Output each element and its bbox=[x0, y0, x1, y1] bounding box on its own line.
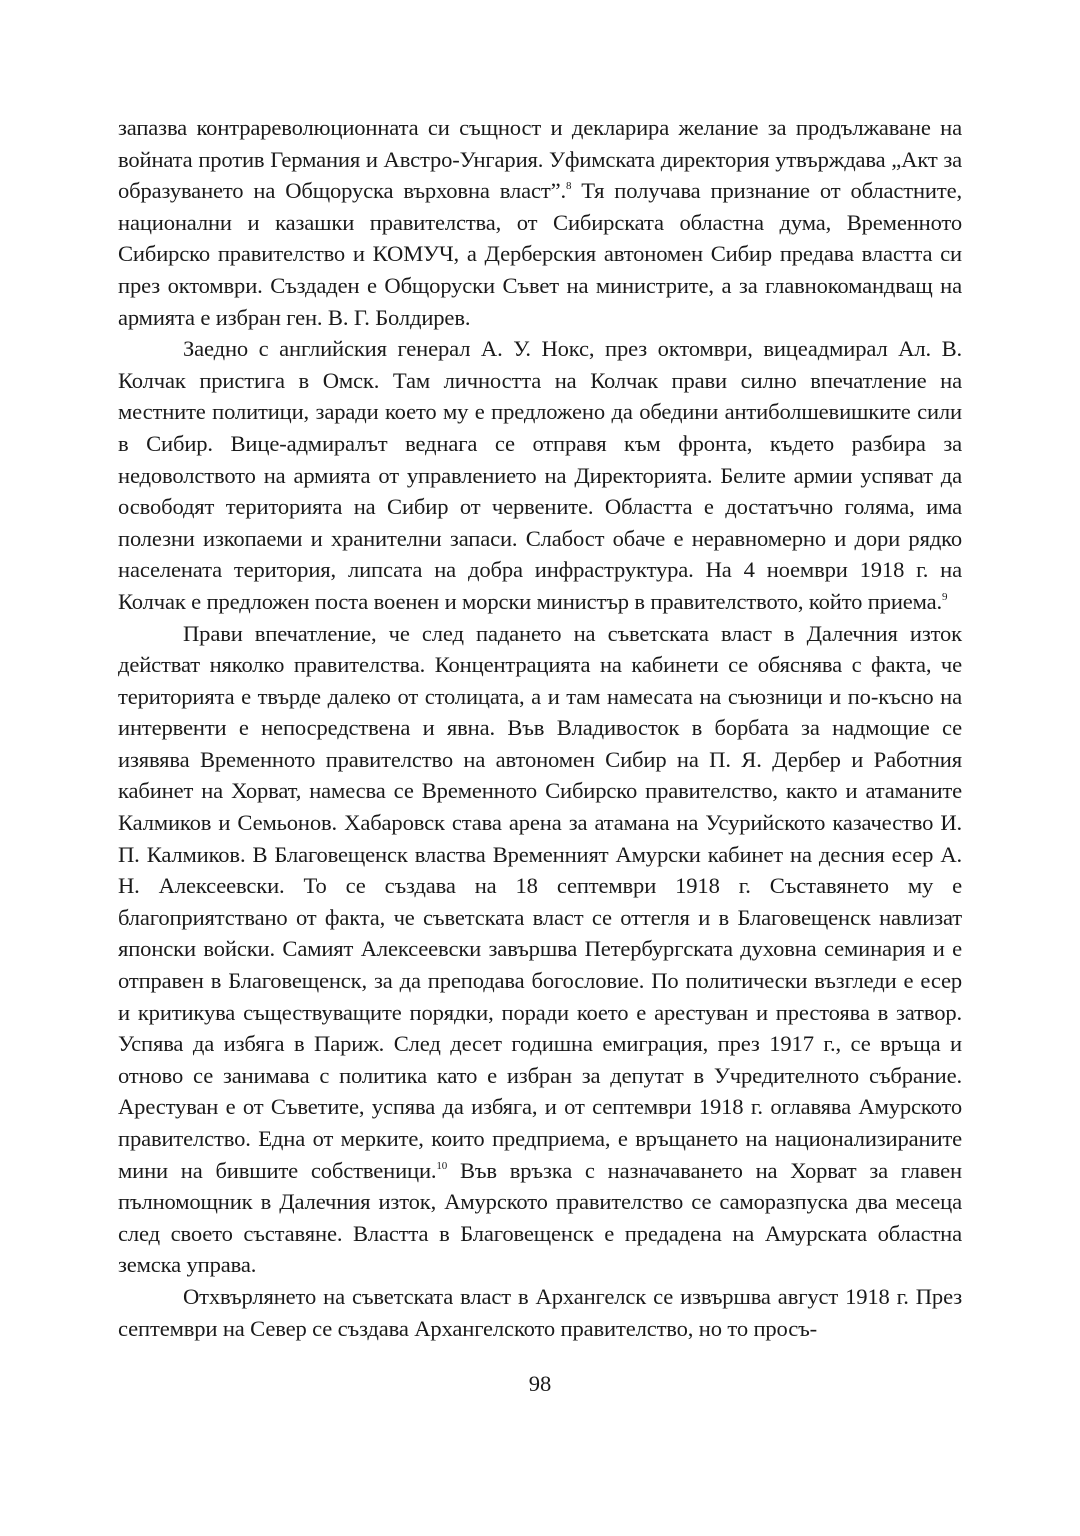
footnote-ref-8[interactable]: 8 bbox=[565, 180, 572, 193]
paragraph-1 bbox=[118, 112, 962, 333]
paragraph-3-text: Прави впечатление, че след падането на съветската власт в Далечния изток действат няколко правителства. Концентрацията на кабинети се обяснява с факта, че територията е твърде далеко от столицата, а и там намесата на съюзници и по-късно на интервенти е непосредствена и явна. Във Владивосток в борбата за надмощие се изявява Временното правителство на автономен Сибир на П. Я. Дербер и Работния кабинет на Хорват, намесва се Временното Сибирско правителство, както и атаманите Калмиков и Семьонов. Хабаровск става арена за атамана на Усурийското казачество И. П. Калмиков. В Благовещенск властва Временният Амурски кабинет на десния есер А. Н. Алексеевски. То се създава на 18 септември 1918 г. Съставянето му е благоприятствано от факта, че съветската власт се оттегля и в Благовещенск навлизат японски войски. Самият Алексеевски завършва Петербургската духовна семинария и е отправен в Благовещенск, за да преподава богословие. По политически възгледи е есер и критикува съществуващите порядки, поради което е арестуван и престоява в затвор. Успява да избяга в Париж. След десет годишна емиграция, през 1917 г., се връща и отново се занимава с политика като е избран за депутат в Учредителното събрание. Арестуван е от Съветите, успява да избяга, и от септември 1918 г. оглавява Амурското правителство. Една от мерките, които предприема, е връщането на национализираните мини на бившите собственици. bbox=[118, 620, 962, 1183]
paragraph-2 bbox=[118, 333, 962, 617]
page-body bbox=[118, 112, 962, 1344]
paragraph-1-text-cont: Тя получава признание от областните, национални и казашки правителства, от Сибирската областна дума, Временното Сибирско правителство и КОМУЧ, а Дерберския автономен Сибир предава властта си през октомври. Създаден е Общоруски Съвет на министрите, а за главнокомандващ на армията е избран ген. В. Г. Болдирев. bbox=[118, 178, 962, 330]
footnote-ref-10[interactable]: 10 bbox=[436, 1159, 448, 1172]
footnote-ref-9[interactable]: 9 bbox=[942, 590, 948, 603]
paragraph-1-text: запазва контрареволюционната си същност и декларира желание за продължаване на войната против Германия и Австро-Унгария. Уфимската директория утвърждава „Акт за образуването на Общоруска върховна власт”. bbox=[118, 115, 962, 204]
page-number: 98 bbox=[528, 1371, 552, 1396]
paragraph-4 bbox=[118, 1281, 962, 1344]
paragraph-4-text: Отхвърлянето на съветската власт в Архангелск се извършва август 1918 г. През септември на Север се създава Архангелското правителство, но то просъ- bbox=[118, 1283, 962, 1341]
paragraph-3-text-cont: Във връзка с назначаването на Хорват за главен пълномощник в Далечния изток, Амурското правителство се саморазпуска два месеца след своето съставяне. Властта в Благовещенск е предадена на Амурската областна земска управа. bbox=[118, 1157, 963, 1278]
paragraph-2-text: Заедно с английския генерал А. У. Нокс, през октомври, вицеадмирал Ал. В. Колчак пристига в Омск. Там личността на Колчак прави силно впечатление на местните политици, заради което му е предложено да обедини антиболшевишките сили в Сибир. Вице-адмиралът веднага се отправя към фронта, където разбира за недоволството на армията от управлението на Директорията. Белите армии успяват да освободят територията на Сибир от червените. Областта е достатъчно голяма, има полезни изкопаеми и хранителни запаси. Слабост обаче е неравномерно и дори рядко населената територия, липсата на добра инфраструктура. На 4 ноември 1918 г. на Колчак е предложен поста военен и морски министър в правителството, който приема. bbox=[118, 336, 962, 614]
paragraph-3 bbox=[118, 618, 962, 1281]
